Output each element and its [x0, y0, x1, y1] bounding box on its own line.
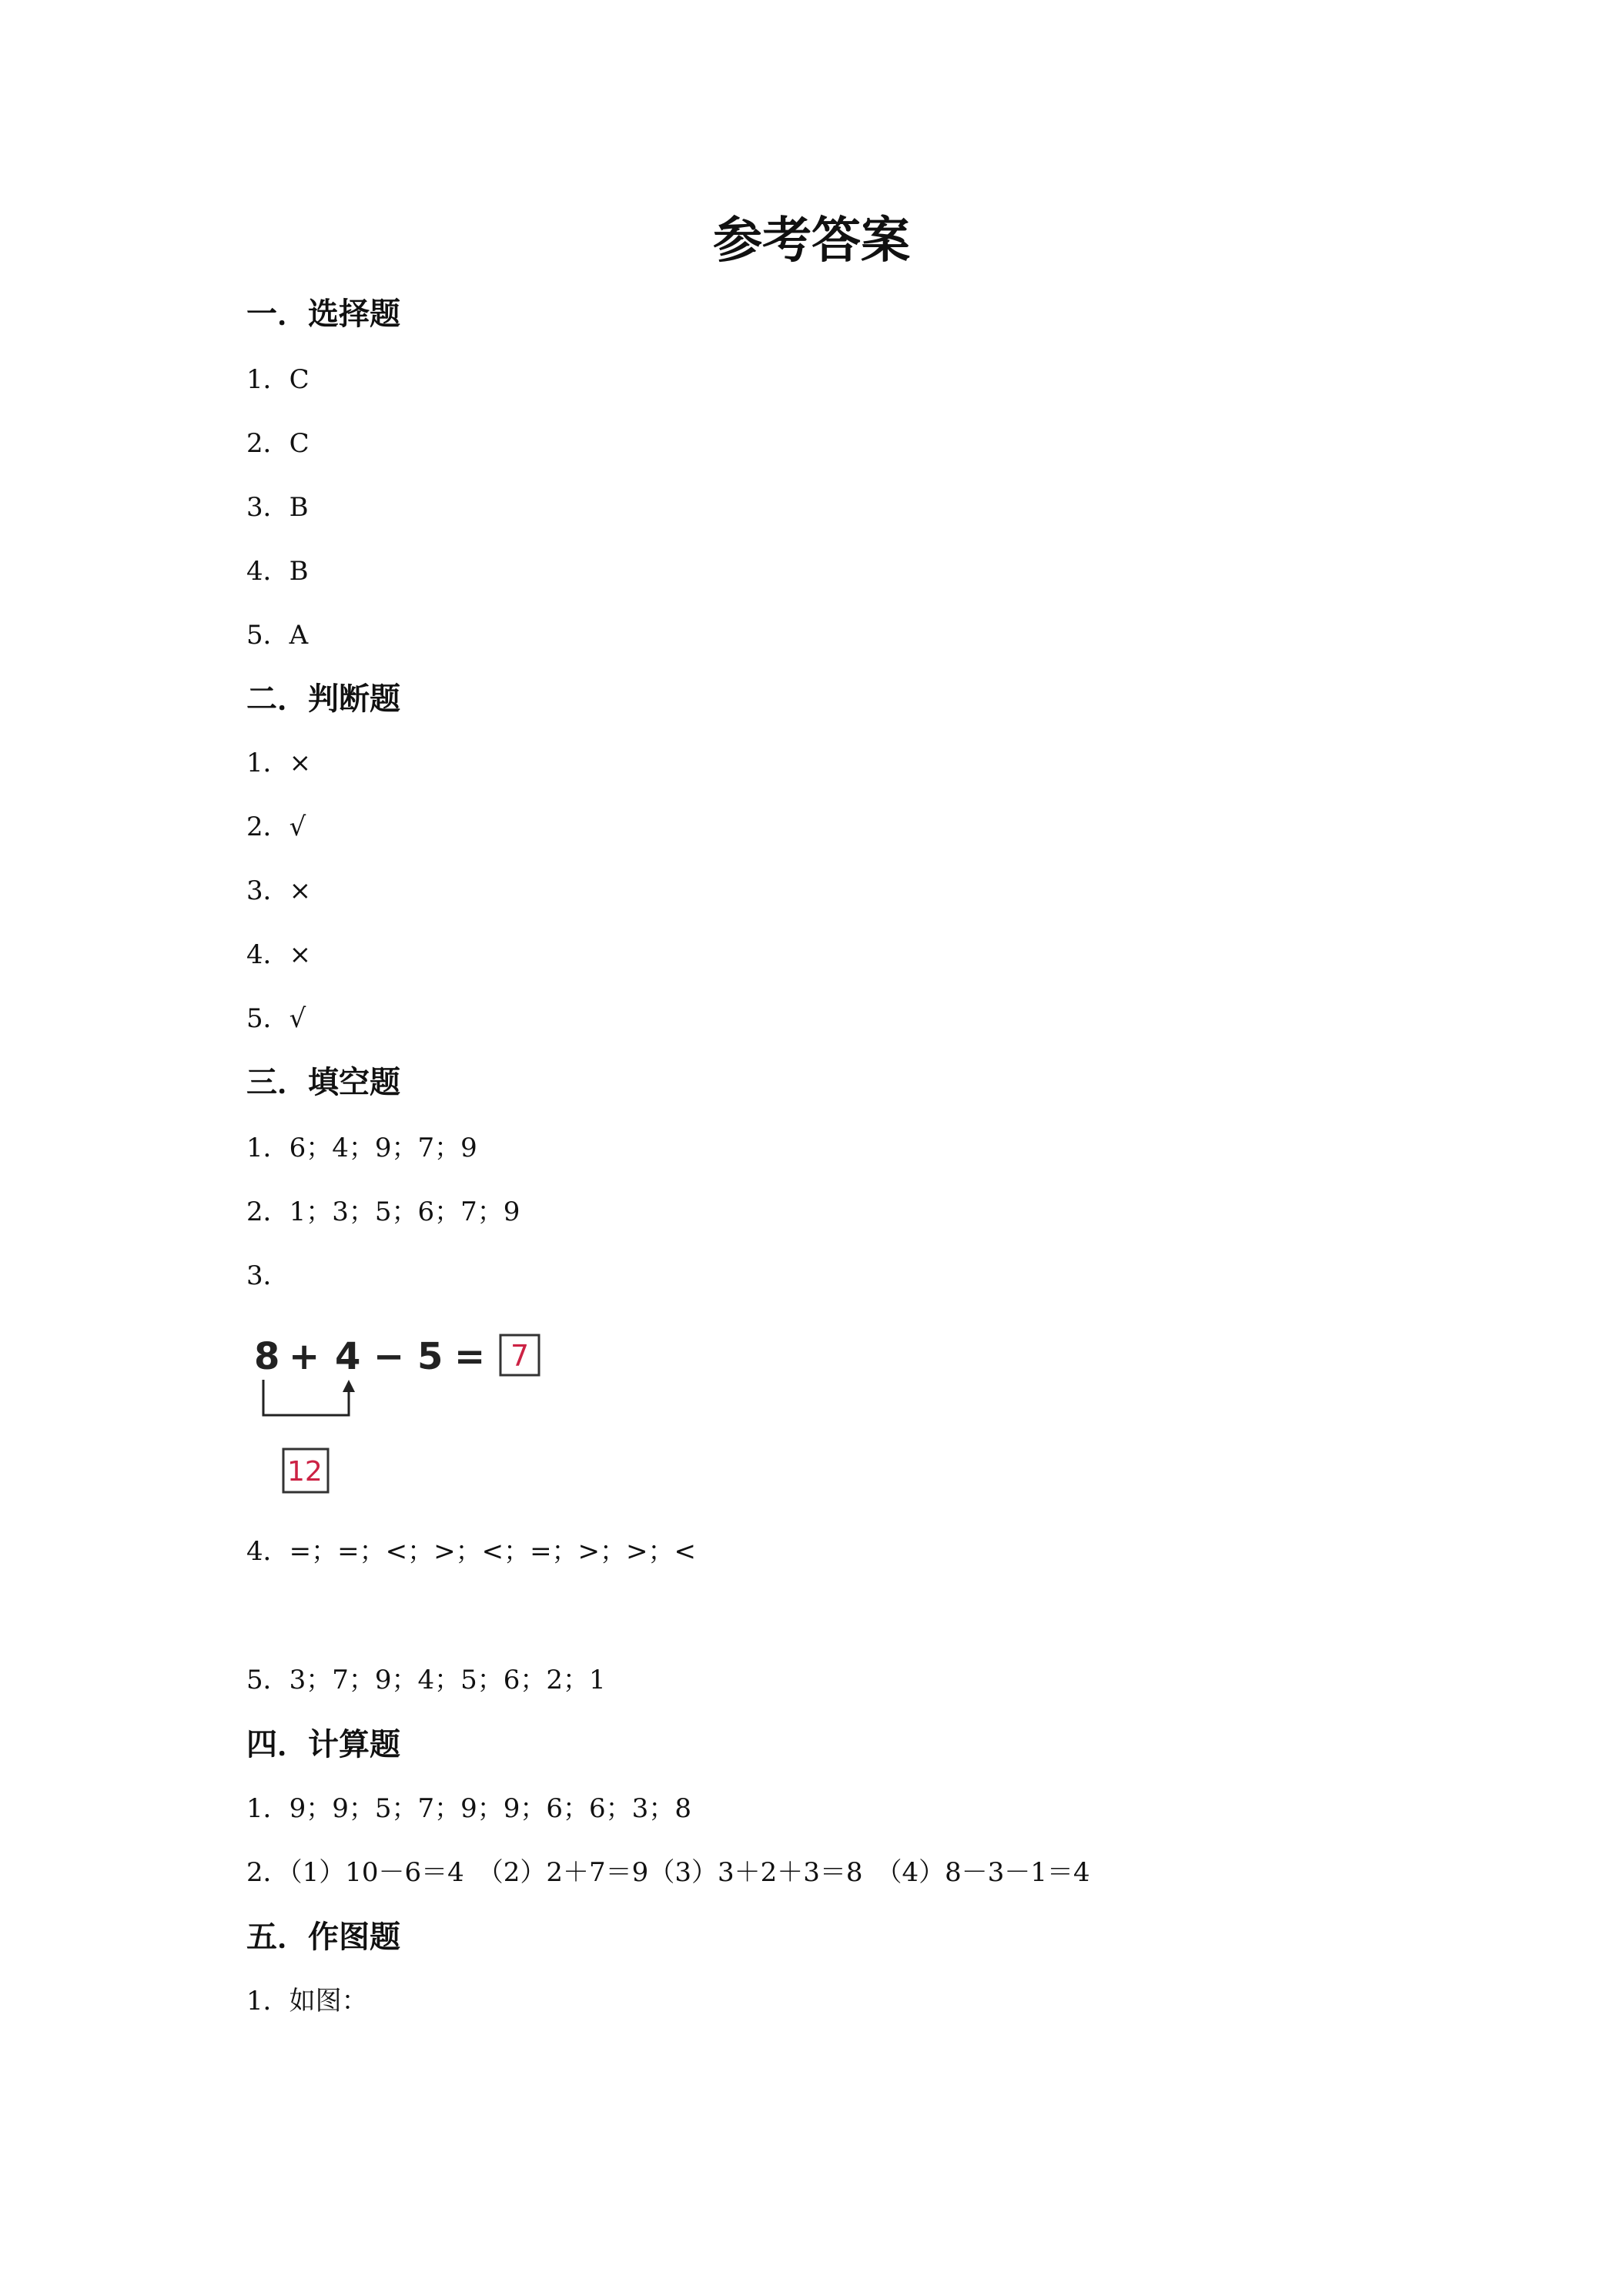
equation-figure	[246, 1324, 570, 1501]
answer-item: 2．1；3；5；6；7；9	[246, 1197, 520, 1227]
equation-term: 4	[335, 1335, 361, 1378]
answer-item: 5．A	[246, 620, 309, 651]
intermediate-value: 12	[287, 1456, 323, 1488]
answer-item: 1．×	[246, 748, 312, 778]
section-heading-judgment: 二．判断题	[246, 681, 400, 717]
section-heading-choice: 一．选择题	[246, 296, 400, 332]
answer-item: 4．=；=；<；>；<；=；>；>；<	[246, 1536, 697, 1567]
answer-item: 1．C	[246, 364, 310, 395]
section-heading-fill-blank: 三．填空题	[246, 1065, 400, 1100]
equation-term: 8	[254, 1335, 280, 1378]
answer-item: 1．9；9；5；7；9；9；6；6；3；8	[246, 1793, 691, 1824]
equation-diagram	[246, 1324, 570, 1501]
section-heading-calculation: 四．计算题	[246, 1727, 400, 1762]
page-title: 参考答案	[713, 212, 910, 269]
answer-item: 3．×	[246, 875, 312, 906]
bracket-line	[263, 1380, 349, 1415]
answer-item: 5．3；7；9；4；5；6；2；1	[246, 1665, 606, 1695]
answer-item: 2．√	[246, 812, 306, 842]
section-heading-drawing: 五．作图题	[246, 1919, 400, 1955]
answer-item: 4．×	[246, 939, 312, 970]
answer-item: 3．	[246, 1260, 289, 1291]
answer-item: 2．（1）10－6＝4 （2）2＋7＝9（3）3＋2＋3＝8 （4）8－3－1＝4	[246, 1857, 1090, 1888]
equation-operator: =	[454, 1335, 486, 1378]
answer-item: 1．6；4；9；7；9	[246, 1133, 477, 1163]
arrow-head	[343, 1380, 355, 1392]
equation-term: 5	[417, 1335, 443, 1378]
answer-item: 2．C	[246, 428, 310, 459]
answer-value: 7	[510, 1339, 530, 1373]
equation-operator: −	[373, 1335, 405, 1378]
answer-item: 1．如图：	[246, 1986, 368, 2017]
answer-item: 4．B	[246, 556, 309, 587]
equation-operator: +	[289, 1335, 320, 1378]
answer-item: 3．B	[246, 492, 309, 523]
answer-item: 5．√	[246, 1003, 306, 1034]
